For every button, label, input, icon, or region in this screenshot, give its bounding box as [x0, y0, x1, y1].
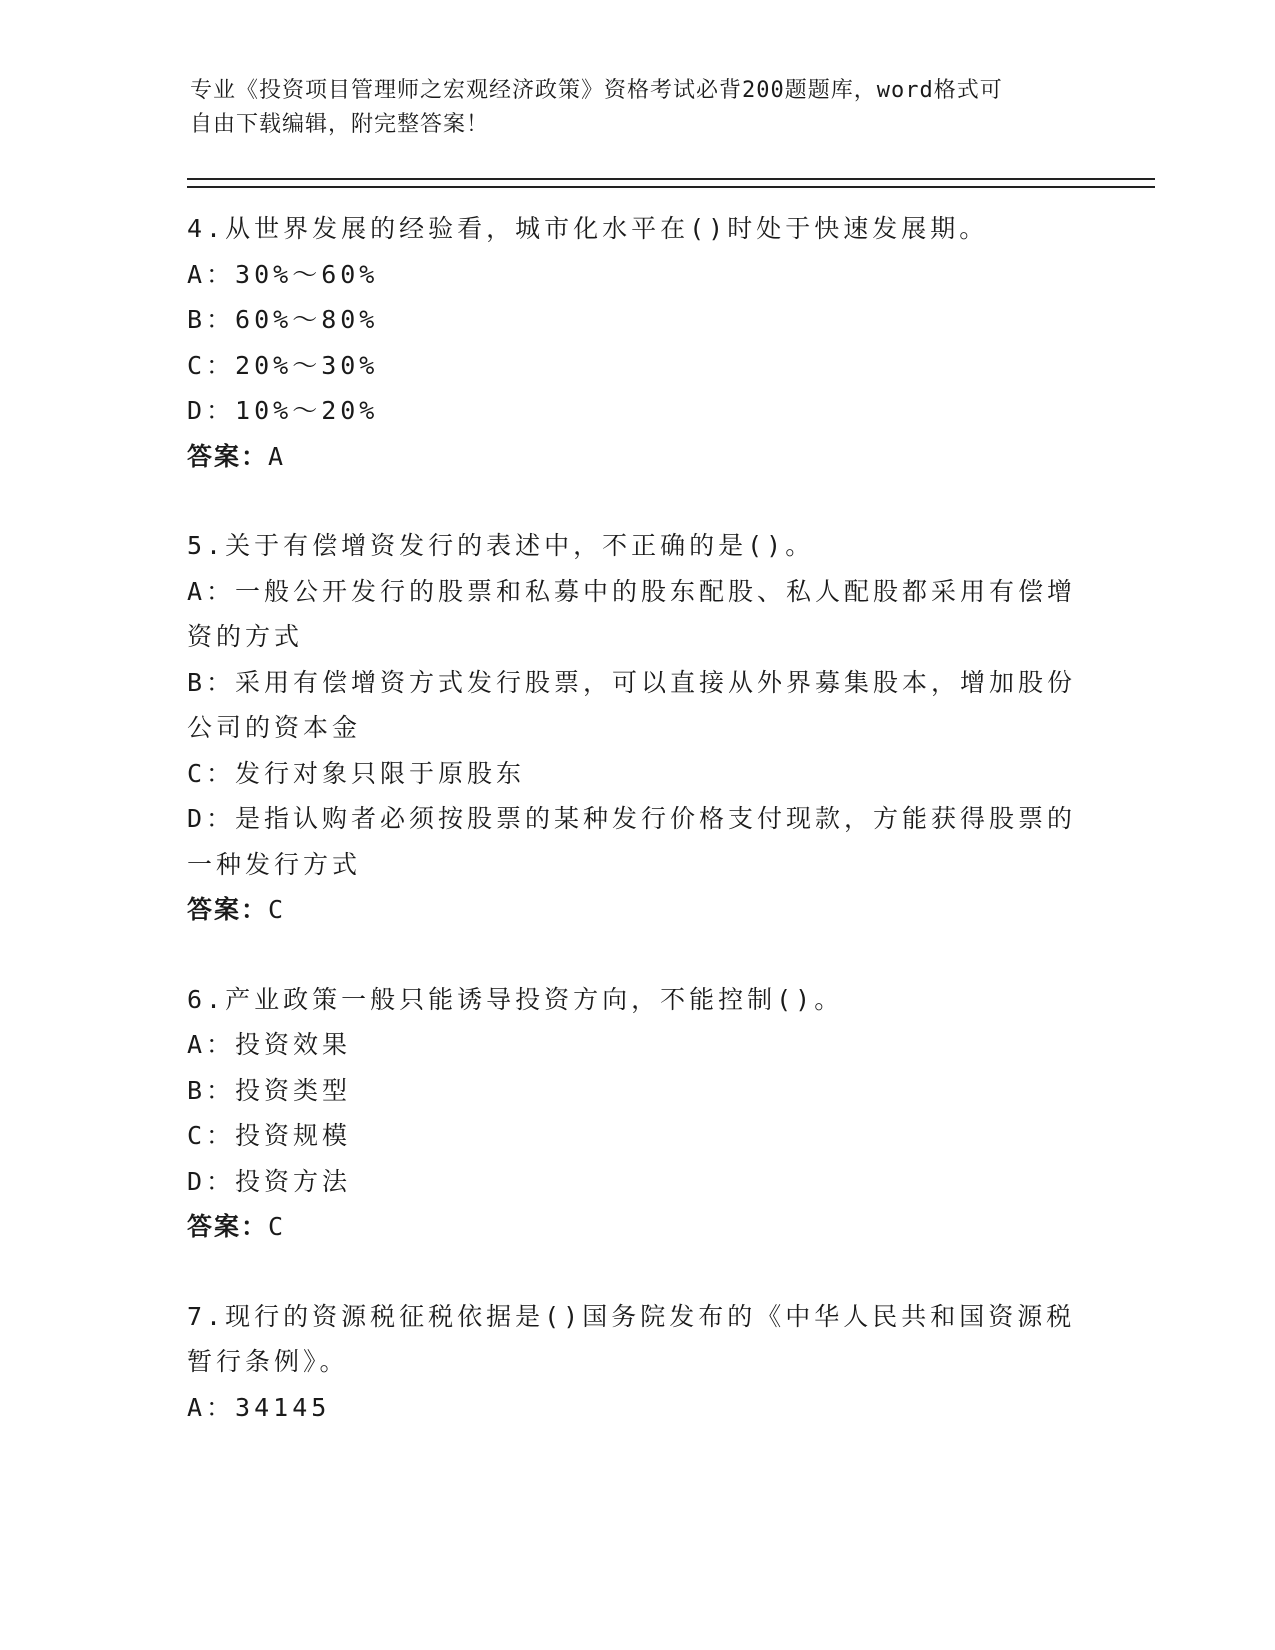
header-title-line-2: 自由下载编辑，附完整答案！: [190, 112, 490, 137]
option-a: A：30%～60%: [187, 259, 379, 289]
option-a: A：34145: [187, 1392, 331, 1422]
answer-label: 答案：: [187, 895, 269, 924]
option-d: D：10%～20%: [187, 396, 379, 425]
option-b-line-2: 公司的资本金: [187, 713, 362, 742]
answer-line: [187, 434, 1087, 480]
question-stem-line-2: 暂行条例》。: [187, 1347, 349, 1376]
option-d-line-1: D：是指认购者必须按股票的某种发行价格支付现款，方能获得股票的: [187, 804, 1077, 833]
answer-label: 答案：: [187, 441, 269, 471]
option-d: D：投资方法: [187, 1166, 352, 1196]
question-stem-line-1: 7.现行的资源税征税依据是()国务院发布的《中华人民共和国资源税: [187, 1301, 1076, 1331]
option-b: B：投资类型: [187, 1075, 352, 1105]
option-a-line-1: A：一般公开发行的股票和私募中的股东配股、私人配股都采用有偿增: [187, 576, 1077, 606]
question-stem: 4.从世界发展的经验看，城市化水平在()时处于快速发展期。: [187, 214, 989, 243]
question-stem: 5.关于有偿增资发行的表述中，不正确的是()。: [187, 531, 815, 560]
option-c: C：20%～30%: [187, 350, 379, 380]
question-6: [187, 977, 1087, 1250]
answer-line: [187, 887, 1087, 933]
question-4: [187, 206, 1087, 479]
option-d-line-2: 一种发行方式: [187, 849, 362, 879]
header-title-line-1: 专业《投资项目管理师之宏观经济政策》资格考试必背200题题库，word格式可: [190, 78, 1003, 103]
document-header: [190, 74, 1070, 142]
answer-value: A: [268, 441, 286, 471]
option-c: C：投资规模: [187, 1121, 352, 1150]
option-a: A：投资效果: [187, 1030, 352, 1059]
answer-value: C: [268, 895, 286, 924]
answer-label: 答案：: [187, 1212, 269, 1241]
question-list: [187, 206, 1087, 1474]
answer-line: [187, 1204, 1087, 1250]
option-a-line-2: 资的方式: [187, 622, 304, 651]
question-7: [187, 1294, 1087, 1431]
option-b: B：60%～80%: [187, 305, 379, 334]
option-c: C：发行对象只限于原股东: [187, 758, 526, 788]
header-double-rule: [187, 178, 1155, 188]
answer-value: C: [268, 1212, 286, 1241]
question-5: [187, 523, 1087, 933]
option-b-line-1: B：采用有偿增资方式发行股票，可以直接从外界募集股本，增加股份: [187, 667, 1077, 697]
question-stem: 6.产业政策一般只能诱导投资方向，不能控制()。: [187, 984, 844, 1014]
